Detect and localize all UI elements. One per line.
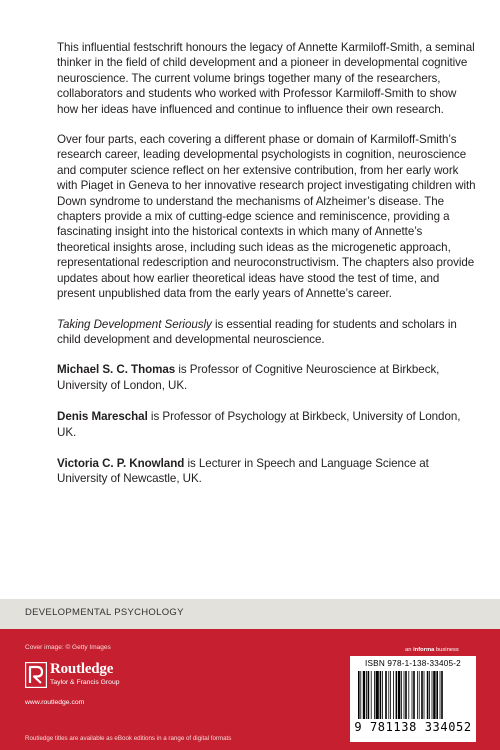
routledge-logo-icon: [25, 662, 47, 688]
editor-name: Denis Mareschal: [57, 410, 148, 424]
informa-suffix: business: [434, 647, 459, 653]
ebook-note: Routledge titles are available as eBook editions in a range of digital formats: [25, 735, 232, 742]
description-paragraph-2: Over four parts, each covering a different phase or domain of Karmiloff-Smith’s research career, leading developmental psychologists in cognition, neuroscience and computer science reflect on her extensive contribution, from her early work with Piaget in Geneva to her innovative research project investigating children with Down syndrome to understand the mechanisms of Alzheimer’s disease. The chapters provide a mix of cutting-edge science and reminiscence, providing a fascinating insight into the historical contexts in which many of Annette’s theoretical insights arose, including such ideas as the microgenetic approach, representational redescription and neuroconstructivism. The chapters also provide updates about how earlier theoretical ideas have stood the test of time, and present unpublished data from the early years of Annette’s career.: [57, 133, 476, 301]
isbn-number: ISBN 978-1-138-33405-2: [365, 659, 461, 668]
barcode-digits: 9 781138 334052: [354, 720, 472, 734]
editor-name: Victoria C. P. Knowland: [57, 456, 185, 470]
barcode-icon: [356, 671, 470, 719]
informa-prefix: an: [405, 647, 414, 653]
publisher-website: www.routledge.com: [25, 699, 85, 706]
informa-business-label: [405, 647, 459, 653]
publisher-name: Routledge: [50, 661, 114, 677]
editor-name: Michael S. C. Thomas: [57, 363, 176, 377]
back-cover-text: [57, 40, 477, 503]
book-title: Taking Development Seriously: [57, 317, 212, 331]
isbn-barcode: [350, 656, 476, 742]
description-paragraph-1: This influential festschrift honours the legacy of Annette Karmiloff-Smith, a seminal thinker in the field of child development and a pioneer in developmental cognitive neuroscience. The current volume brings together many of the researchers, collaborators and students who worked with Professor Karmiloff-Smith to show how her ideas have influenced and continue to influence their own research.: [57, 41, 475, 116]
editor-bio-text: is Lecturer in Speech and Language Science at University of Newcastle, UK.: [57, 456, 429, 486]
editor-bio: [57, 409, 477, 440]
subject-category: DEVELOPMENTAL PSYCHOLOGY: [25, 607, 184, 618]
editor-bio-text: is Professor of Psychology at Birkbeck, University of London, UK.: [57, 410, 461, 439]
editor-bio-text: is Professor of Cognitive Neuroscience at Birkbeck, University of London, UK.: [57, 363, 440, 392]
cover-credit: Cover image: © Getty Images: [25, 644, 111, 651]
publisher-group: Taylor & Francis Group: [50, 679, 120, 686]
informa-brand: informa: [413, 647, 435, 653]
category-band: [0, 599, 500, 629]
editor-bio: [57, 456, 477, 487]
description-paragraph-3: [57, 317, 477, 348]
publisher-footer: [0, 629, 500, 750]
description-paragraph-3-rest: is essential reading for students and scholars in child development and developmental neuroscience.: [57, 317, 457, 346]
editor-bio: [57, 362, 477, 393]
